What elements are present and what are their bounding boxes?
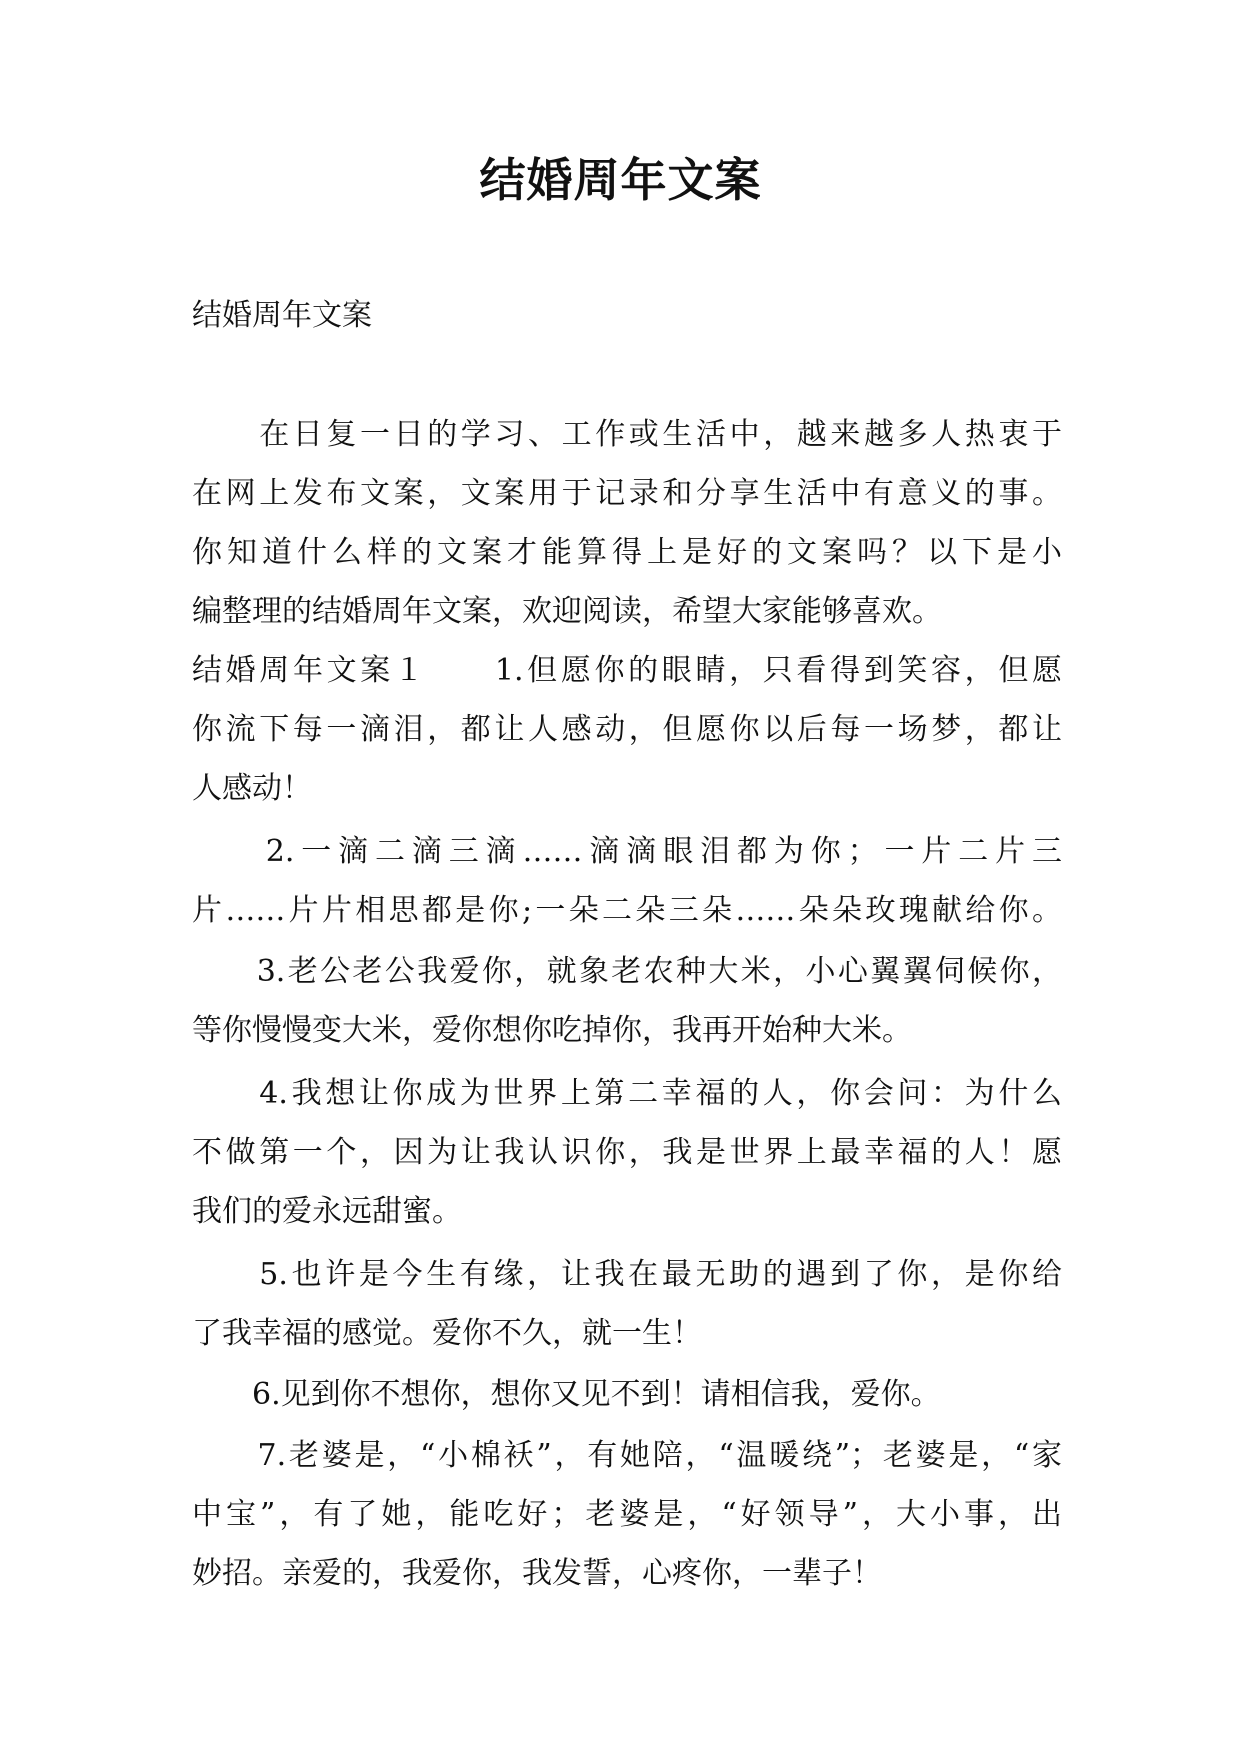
text-line: 你知道什么样的文案才能算得上是好的文案吗？以下是小 <box>192 535 1062 570</box>
text-line: 7.老婆是，“小棉袄”，有她陪，“温暖绕”；老婆是，“家 <box>192 1438 1062 1473</box>
text-line: 编整理的结婚周年文案，欢迎阅读，希望大家能够喜欢。 <box>192 594 942 629</box>
text-line: 在日复一日的学习、工作或生活中，越来越多人热衷于 <box>192 417 1062 452</box>
text-line: 3.老公老公我爱你，就象老农种大米，小心翼翼伺候你， <box>192 954 1062 989</box>
text-line: 6.见到你不想你，想你又见不到！请相信我，爱你。 <box>192 1377 941 1412</box>
text-line: 结婚周年文案１ 1.但愿你的眼睛，只看得到笑容，但愿 <box>192 653 1062 688</box>
text-line: 5.也许是今生有缘，让我在最无助的遇到了你，是你给 <box>192 1257 1062 1292</box>
document-title: 结婚周年文案 <box>479 153 762 207</box>
text-line: 中宝”，有了她，能吃好；老婆是，“好领导”，大小事，出 <box>192 1497 1062 1532</box>
text-line: 4.我想让你成为世界上第二幸福的人，你会问：为什么 <box>192 1076 1062 1111</box>
text-line: 不做第一个，因为让我认识你，我是世界上最幸福的人！愿 <box>192 1135 1062 1170</box>
text-line: 人感动！ <box>192 771 312 806</box>
text-line: 等你慢慢变大米，爱你想你吃掉你，我再开始种大米。 <box>192 1013 912 1048</box>
text-line: 妙招。亲爱的，我爱你，我发誓，心疼你，一辈子！ <box>192 1556 882 1591</box>
text-line: 2.一滴二滴三滴……滴滴眼泪都为你；一片二片三 <box>192 834 1062 869</box>
text-line: 片……片片相思都是你;一朵二朵三朵……朵朵玫瑰献给你。 <box>192 893 1062 928</box>
text-line: 了我幸福的感觉。爱你不久，就一生！ <box>192 1316 702 1351</box>
document-subtitle: 结婚周年文案 <box>192 298 372 333</box>
text-line: 我们的爱永远甜蜜。 <box>192 1194 462 1229</box>
text-line: 在网上发布文案，文案用于记录和分享生活中有意义的事。 <box>192 476 1062 511</box>
document-body <box>192 405 1062 1603</box>
text-line: 你流下每一滴泪，都让人感动，但愿你以后每一场梦，都让 <box>192 712 1062 747</box>
